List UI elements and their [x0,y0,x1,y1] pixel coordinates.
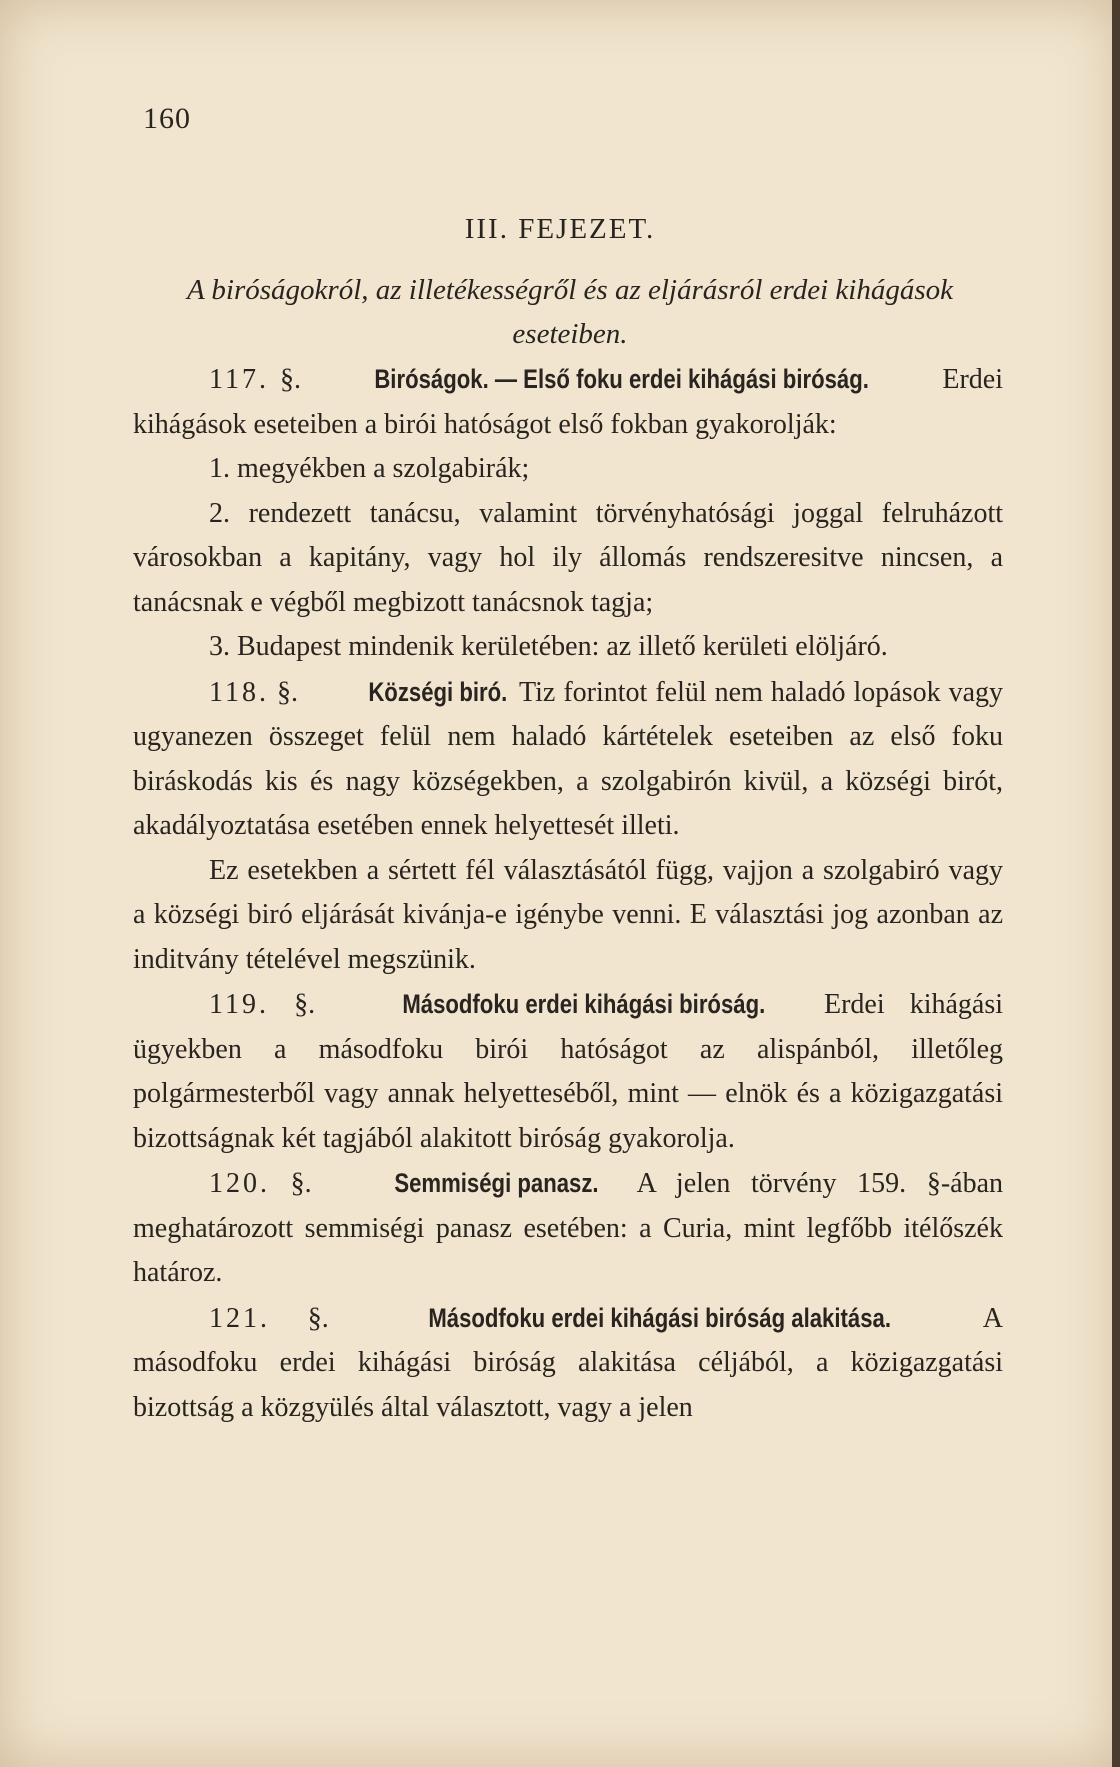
paragraph: Ez esetekben a sértett fél választásától függ, vajjon a szolgabiró vagy a községi biró eljárását kivánja-e igénybe venni. E választási jog azonban az inditvány tételével megszünik. [133,854,1003,975]
chapter-subtitle: A biróságokról, az illetékességről és az eljárásról erdei kihágások eseteiben. [186,274,953,350]
section-119 [133,982,1003,1161]
section-text: A jelen törvény 159. §-ában meghatározott semmiségi panasz esetében: a Curia, mint legfőbb itélőszék határoz. [133,1168,1004,1288]
section-sign: §. [276,676,298,708]
section-number: 120. [209,1168,270,1199]
section-number: 117. [209,364,269,395]
section-heading: Másodfoku erdei kihágási biróság. [402,989,766,1019]
section-heading: Biróságok. — Első foku erdei kihágási biróság. [374,364,870,394]
section-121 [133,1296,1003,1431]
list-item: 1. megyékben a szolgabirák; [209,453,530,484]
list-item: 3. Budapest mindenik kerületében: az illető kerületi elöljáró. [209,631,888,662]
section-text: Erdei kihágások eseteiben a birói hatóságot első fokban gyakorolják: [133,364,1004,440]
section-118 [133,670,1003,849]
chapter-title: III. FEJEZET. [464,213,656,245]
section-120 [133,1161,1003,1296]
section-heading: Semmiségi panasz. [394,1168,599,1198]
section-sign: §. [307,1302,329,1334]
section-117 [133,357,1003,447]
section-heading: Községi biró. [368,676,508,707]
section-number: 121. [209,1302,270,1334]
section-sign: §. [280,364,302,395]
section-sign: §. [294,989,316,1020]
list-item: 2. rendezett tanácsu, valamint törvényhatósági joggal felruházott városokban a kapitány, vagy hol ily állomás rendszeresitve nincsen, a tanácsnak e végből megbizott tanácsnok tagja; [133,497,1003,618]
section-sign: §. [290,1168,312,1199]
body-text [133,357,1003,1430]
section-text: Tiz forintot felül nem haladó lopások vagy ugyanezen összeget felül nem haladó kártételek eseteiben az első foku biráskodás kis és nagy községekben, a szolgabirón kivül, a községi birót, akadályoztatása esetében ennek helyettesét illeti. [133,676,1004,841]
page-number: 160 [143,102,191,135]
section-text: Erdei kihágási ügyekben a másodfoku birói hatóságot az alispánból, illetőleg polgármesterből vagy annak helyetteséből, mint — elnök és a közigazgatási bizottságnak két tagjából alakitott biróság gyakorolja. [133,989,1004,1154]
section-number: 119. [209,989,269,1020]
page-edge [1112,0,1120,1767]
section-number: 118. [209,676,269,708]
section-text: A másodfoku erdei kihágási biróság alakitása céljából, a közigazgatási bizottság a közgyülés által választott, vagy a jelen [133,1302,1004,1423]
section-heading: Másodfoku erdei kihágási biróság alakitása. [428,1302,892,1333]
